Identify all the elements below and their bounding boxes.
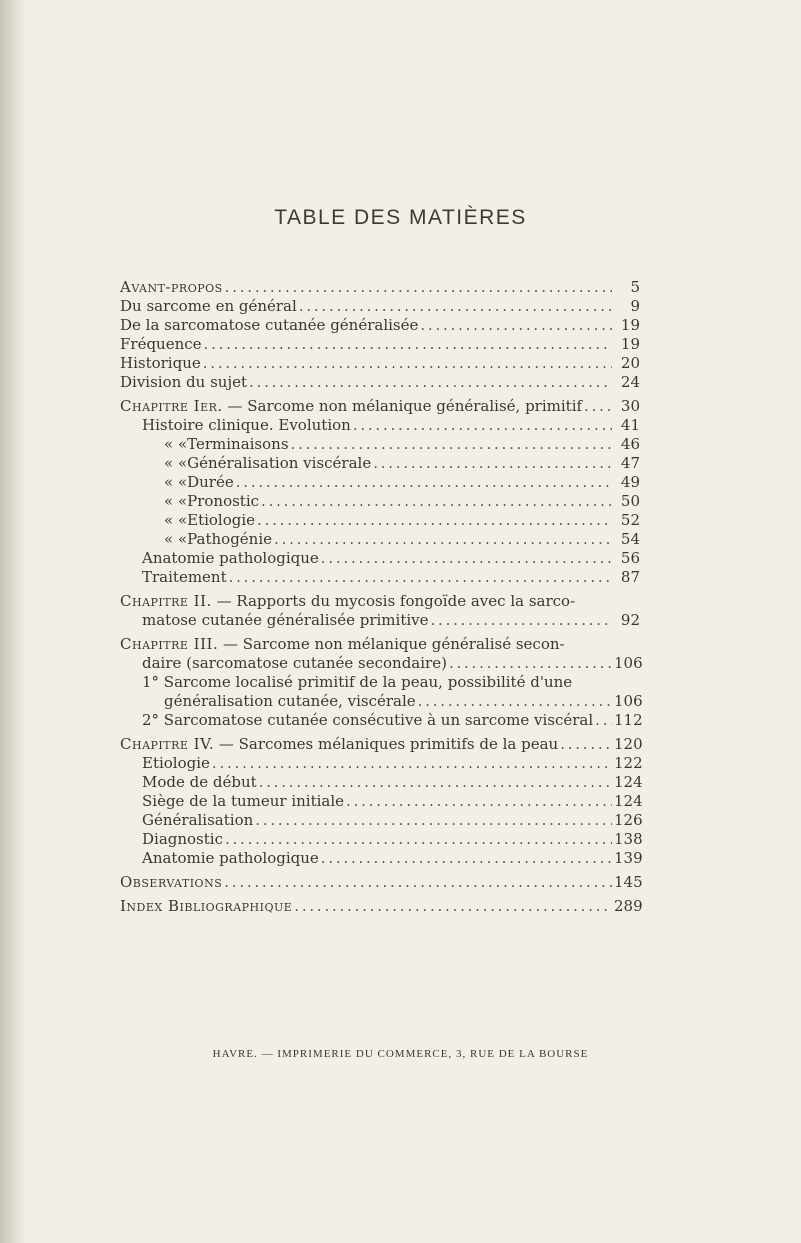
- dot-leader: [236, 473, 612, 492]
- toc-page-number: 139: [614, 849, 643, 867]
- toc-page-number: 106: [614, 654, 643, 672]
- dot-leader: [274, 530, 612, 549]
- dot-leader: [321, 849, 612, 868]
- toc-entry-text: [120, 592, 575, 611]
- toc-entry-pronostic[interactable]: [120, 492, 640, 511]
- toc-page-number: 41: [620, 416, 640, 434]
- toc-entry-frequence[interactable]: [120, 335, 640, 354]
- toc-page-number: 52: [620, 511, 640, 529]
- toc-entry-etiologie-2[interactable]: [120, 754, 643, 773]
- toc-entry-chapitre-3-line1[interactable]: [120, 635, 640, 654]
- toc-entry-mode-debut[interactable]: [120, 773, 643, 792]
- dot-leader: [212, 754, 612, 773]
- toc-entry-text: Avant-propos: [120, 278, 223, 296]
- toc-entry-text: matose cutanée généralisée primitive: [142, 611, 429, 629]
- toc-page-number: 30: [620, 397, 640, 415]
- toc-entry-chapitre-1[interactable]: [120, 397, 640, 416]
- dot-leader: [225, 830, 612, 849]
- toc-entry-text: Terminaisons: [187, 435, 289, 453]
- toc-entry-text: [120, 397, 582, 416]
- toc-entry-sarcome-localise[interactable]: [120, 692, 643, 711]
- toc-entry-histoire-clinique[interactable]: [120, 416, 640, 435]
- chapter-title: — Sarcomes mélaniques primitifs de la peau: [214, 735, 559, 753]
- toc-page-number: 49: [620, 473, 640, 491]
- dot-leader: [261, 492, 612, 511]
- toc-page-number: 289: [614, 897, 643, 915]
- toc-entry-historique[interactable]: [120, 354, 640, 373]
- toc-entry-text: 2° Sarcomatose cutanée consécutive à un sarcome viscéral: [142, 711, 594, 729]
- toc-page-number: 47: [620, 454, 640, 472]
- toc-entry-text: Généralisation viscérale: [187, 454, 372, 472]
- toc-entry-text: Histoire clinique. Evolution: [142, 416, 351, 434]
- chapter-title: — Sarcome non mélanique généralisé secon-: [218, 635, 565, 653]
- toc-entry-generalisation[interactable]: [120, 811, 643, 830]
- toc-page-number: 56: [620, 549, 640, 567]
- dot-leader: [291, 435, 612, 454]
- toc-entry-siege-tumeur[interactable]: [120, 792, 643, 811]
- toc-page-number: 50: [620, 492, 640, 510]
- toc-page-number: 54: [620, 530, 640, 548]
- dot-leader: [321, 549, 612, 568]
- chapter-label: Chapitre IV.: [120, 735, 215, 753]
- dot-leader: [294, 897, 612, 916]
- toc-page-number: 24: [620, 373, 640, 391]
- toc-entry-text: De la sarcomatose cutanée généralisée: [120, 316, 419, 334]
- toc-page-number: 19: [620, 335, 640, 353]
- toc-entry-text: Pronostic: [187, 492, 260, 510]
- toc-entry-text: Observations: [120, 873, 223, 891]
- toc-entry-text: Mode de début: [142, 773, 257, 791]
- ditto-marks: « «: [164, 473, 188, 491]
- toc-entry-text: Etiologie: [187, 511, 256, 529]
- toc-entry-traitement[interactable]: [120, 568, 640, 587]
- chapter-label: Chapitre II.: [120, 592, 212, 610]
- toc-entry-text: Division du sujet: [120, 373, 247, 391]
- toc-page-number: 20: [620, 354, 640, 372]
- toc-entry-chapitre-3[interactable]: [120, 654, 643, 673]
- dot-leader: [595, 711, 612, 730]
- toc-entry-text: [120, 635, 565, 654]
- toc-page-number: 145: [614, 873, 643, 891]
- toc-entry-text: généralisation cutanée, viscérale: [164, 692, 416, 710]
- toc-entry-text: Généralisation: [142, 811, 254, 829]
- toc-entry-sarcome-localise-line1[interactable]: [120, 673, 640, 692]
- toc-page-number: 9: [630, 297, 640, 315]
- toc-page-number: 5: [630, 278, 640, 296]
- ditto-marks: « «: [164, 492, 188, 510]
- toc-page-number: 122: [614, 754, 643, 772]
- toc-entry-anatomie-1[interactable]: [120, 549, 640, 568]
- dot-leader: [431, 611, 613, 630]
- toc-page-number: 138: [614, 830, 643, 848]
- toc-entry-sarcomatose[interactable]: [120, 316, 640, 335]
- dot-leader: [584, 397, 612, 416]
- dot-leader: [203, 354, 612, 373]
- toc-entry-text: daire (sarcomatose cutanée secondaire): [142, 654, 447, 672]
- toc-entry-sarcomatose-consecutive[interactable]: [120, 711, 643, 730]
- dot-leader: [346, 792, 612, 811]
- toc-entry-text: Siège de la tumeur initiale: [142, 792, 345, 810]
- toc-page-number: 126: [614, 811, 643, 829]
- toc-entry-text: 1° Sarcome localisé primitif de la peau, possibilité d'une: [142, 673, 573, 691]
- toc-entry-etiologie-1[interactable]: [120, 511, 640, 530]
- toc-entry-index[interactable]: [120, 897, 643, 916]
- chapter-title: — Rapports du mycosis fongoïde avec la sarco-: [211, 592, 576, 610]
- dot-leader: [257, 511, 612, 530]
- toc-entry-text: Historique: [120, 354, 201, 372]
- toc-entry-text: Du sarcome en général: [120, 297, 297, 315]
- toc-page-number: 106: [614, 692, 643, 710]
- toc-entry-text: Fréquence: [120, 335, 202, 353]
- dot-leader: [225, 278, 612, 297]
- toc-page-number: 112: [614, 711, 643, 729]
- toc-entry-text: Pathogénie: [187, 530, 273, 548]
- toc-entry-generalisation-viscerale[interactable]: [120, 454, 640, 473]
- dot-leader: [255, 811, 612, 830]
- toc-entry-text: Anatomie pathologique: [142, 849, 319, 867]
- printer-imprint: HAVRE. — IMPRIMERIE DU COMMERCE, 3, RUE DE LA BOURSE: [212, 1048, 589, 1060]
- ditto-marks: « «: [164, 530, 188, 548]
- dot-leader: [229, 568, 612, 587]
- toc-entry-anatomie-2[interactable]: [120, 849, 643, 868]
- dot-leader: [449, 654, 612, 673]
- toc-page-number: 46: [620, 435, 640, 453]
- toc-entry-text: [120, 735, 558, 754]
- dot-leader: [259, 773, 612, 792]
- ditto-marks: « «: [164, 511, 188, 529]
- dot-leader: [560, 735, 612, 754]
- dot-leader: [418, 692, 612, 711]
- toc-entry-duree[interactable]: [120, 473, 640, 492]
- toc-entry-division[interactable]: [120, 373, 640, 392]
- toc-entry-diagnostic[interactable]: [120, 830, 643, 849]
- toc-entry-sarcome-general[interactable]: [120, 297, 640, 316]
- toc-page-number: 87: [620, 568, 640, 586]
- toc-entry-terminaisons[interactable]: [120, 435, 640, 454]
- chapter-title: — Sarcome non mélanique généralisé, primitif: [222, 397, 583, 415]
- toc-entry-text: Durée: [187, 473, 234, 491]
- toc-entry-pathogenie[interactable]: [120, 530, 640, 549]
- dot-leader: [353, 416, 612, 435]
- toc-entry-chapitre-2[interactable]: [120, 611, 640, 630]
- dot-leader: [224, 873, 612, 892]
- toc-entry-chapitre-2-line1[interactable]: [120, 592, 640, 611]
- toc-entry-observations[interactable]: [120, 873, 643, 892]
- toc-page-number: 19: [620, 316, 640, 334]
- toc-entry-text: Diagnostic: [142, 830, 223, 848]
- table-of-contents: [120, 278, 643, 916]
- ditto-marks: « «: [164, 454, 188, 472]
- chapter-label: Chapitre III.: [120, 635, 219, 653]
- dot-leader: [204, 335, 612, 354]
- toc-page-number: 124: [614, 792, 643, 810]
- ditto-marks: « «: [164, 435, 188, 453]
- toc-entry-text: Traitement: [142, 568, 227, 586]
- toc-entry-avant-propos[interactable]: [120, 278, 640, 297]
- toc-page-number: 120: [614, 735, 643, 753]
- toc-entry-text: Index Bibliographique: [120, 897, 293, 915]
- toc-entry-text: Anatomie pathologique: [142, 549, 319, 567]
- page-title: TABLE DES MATIÈRES: [274, 206, 527, 229]
- toc-entry-text: Etiologie: [142, 754, 210, 772]
- dot-leader: [420, 316, 612, 335]
- toc-entry-chapitre-4[interactable]: [120, 735, 643, 754]
- dot-leader: [249, 373, 612, 392]
- dot-leader: [299, 297, 612, 316]
- toc-page-number: 92: [620, 611, 640, 629]
- toc-page-number: 124: [614, 773, 643, 791]
- chapter-label: Chapitre Ier.: [120, 397, 223, 415]
- dot-leader: [373, 454, 612, 473]
